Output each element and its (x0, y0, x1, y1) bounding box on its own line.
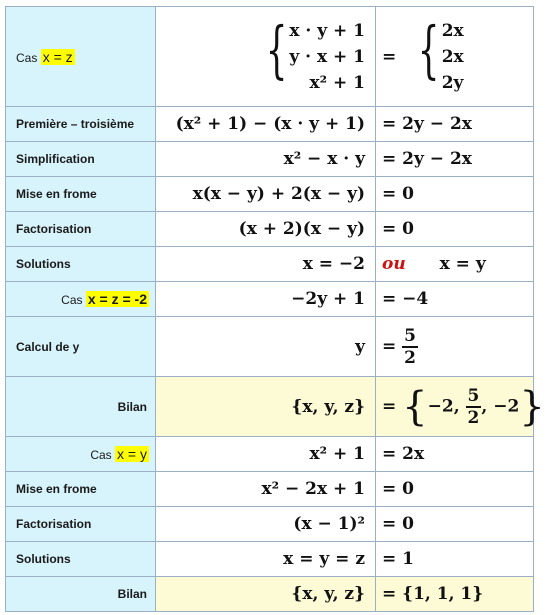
system-line-1: x · y + 1 (289, 20, 365, 41)
row-bilan-1 (6, 377, 534, 437)
system-line-2: y · x + 1 (289, 46, 365, 67)
label-bilan-1: Bilan (6, 377, 156, 437)
label-sol-2: Solutions (6, 542, 156, 577)
label-mise-2: Mise en frome (6, 472, 156, 507)
label-cas-x-eq-y: Cas x = y (6, 437, 156, 472)
label-fact-1: Factorisation (6, 212, 156, 247)
row-factorisation-2 (6, 507, 534, 542)
solution-table (5, 6, 545, 612)
cas2-rhs: = −4 (376, 282, 534, 317)
row-factorisation-1 (6, 212, 534, 247)
premiere-lhs: (x² + 1) − (x · y + 1) (156, 107, 376, 142)
calcul-rhs: = $\frac{5}{2}$ (376, 317, 534, 377)
fact1-lhs: (x + 2)(x − y) (156, 212, 376, 247)
calcul-lhs: y (156, 317, 376, 377)
fact2-rhs: = 0 (376, 507, 534, 542)
label-sol-1: Solutions (6, 247, 156, 282)
row-solutions-2 (6, 542, 534, 577)
label-cas-x-eq-z: Cas x = z (6, 7, 156, 107)
sol2-rhs: = 1 (376, 542, 534, 577)
simplification-rhs: = 2y − 2x (376, 142, 534, 177)
cas2-lhs: −2y + 1 (156, 282, 376, 317)
row-premiere (6, 107, 534, 142)
bilan1-lhs: {x, y, z} (156, 377, 376, 437)
row-mise-en-forme-1 (6, 177, 534, 212)
sol2-lhs: x = y = z (156, 542, 376, 577)
bilan1-rhs: = {−2, $\frac{5}{2}$ , −2} (376, 377, 534, 437)
fraction-five-halves: $\frac{5}{2}$ (404, 325, 417, 368)
row-mise-en-forme-2 (6, 472, 534, 507)
highlight-x-eq-y: x = y (117, 446, 147, 462)
system-rhs-1: 2x (441, 20, 464, 41)
mise2-lhs: x² − 2x + 1 (156, 472, 376, 507)
system-line-3: x² + 1 (309, 72, 365, 93)
simplification-lhs: x² − x · y (156, 142, 376, 177)
label-premiere: Première – troisième (6, 107, 156, 142)
mise2-rhs: = 0 (376, 472, 534, 507)
row-solutions-1 (6, 247, 534, 282)
label-bilan-2: Bilan (6, 577, 156, 612)
row-cas-x-eq-z (6, 7, 534, 107)
fraction-five-halves-bilan: $\frac{5}{2}$ (467, 385, 480, 428)
ou-text: ou (382, 254, 406, 274)
row-cas-x-eq-y (6, 437, 534, 472)
label-calcul-y: Calcul de y (6, 317, 156, 377)
system-rhs-2: 2x (441, 46, 464, 67)
sol1-rhs: ou x = y (376, 247, 534, 282)
system-rhs-3: 2y (441, 72, 464, 93)
highlight-x-eq-z-eq-minus2: x = z = -2 (87, 291, 147, 307)
row-cas-x-eq-z-eq-minus2 (6, 282, 534, 317)
row-simplification (6, 142, 534, 177)
mise1-lhs: x(x − y) + 2(x − y) (156, 177, 376, 212)
label-simplification: Simplification (6, 142, 156, 177)
highlight-x-eq-z: x = z (42, 48, 73, 65)
system-left: { x · y + 1 y · x + 1 x² + 1 (156, 7, 376, 107)
cas-xy-lhs: x² + 1 (156, 437, 376, 472)
label-cas-x-eq-z-eq-minus2: Cas x = z = -2 (6, 282, 156, 317)
label-mise-1: Mise en frome (6, 177, 156, 212)
fact1-rhs: = 0 (376, 212, 534, 247)
premiere-rhs: = 2y − 2x (376, 107, 534, 142)
fact2-lhs: (x − 1)² (156, 507, 376, 542)
row-calcul-y (6, 317, 534, 377)
sol1-lhs: x = −2 (156, 247, 376, 282)
mise1-rhs: = 0 (376, 177, 534, 212)
system-right: = { 2x 2x 2y (376, 7, 534, 107)
bilan2-rhs: = {1, 1, 1} (376, 577, 534, 612)
cas-xy-rhs: = 2x (376, 437, 534, 472)
row-bilan-2 (6, 577, 534, 612)
bilan2-lhs: {x, y, z} (156, 577, 376, 612)
label-fact-2: Factorisation (6, 507, 156, 542)
